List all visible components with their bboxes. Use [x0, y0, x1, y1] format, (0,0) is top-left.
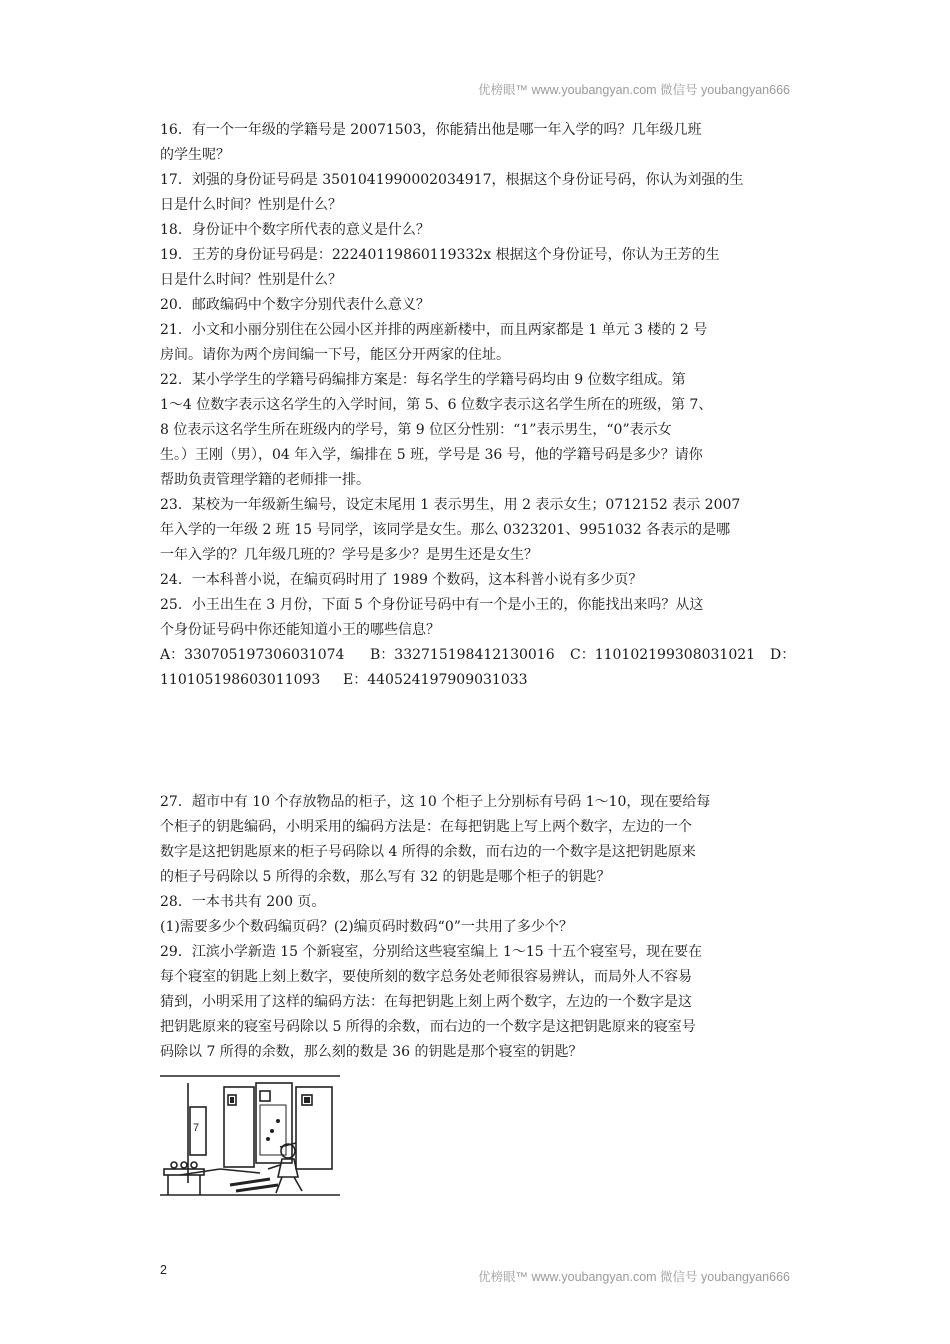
id-options-line-1: [160, 643, 800, 668]
id-options-line-2: [160, 668, 800, 693]
option-b: B：332715198412130016: [370, 647, 555, 663]
text-line: 24．一本科普小说，在编页码时用了 1989 个数码，这本科普小说有多少页？: [160, 572, 643, 588]
text-line: 每个寝室的钥匙上刻上数字，要使所刻的数字总务处老师很容易辨认，而局外人不容易: [160, 969, 692, 985]
text-line: 生。）王刚（男），04 年入学，编排在 5 班，学号是 36 号，他的学籍号码是多少？请你: [160, 447, 703, 463]
door-number-label: 7: [193, 1122, 200, 1134]
text-line: 个身份证号码中你还能知道小王的哪些信息？: [160, 622, 440, 638]
text-line: 18．身份证中个数字所代表的意义是什么？: [160, 222, 430, 238]
text-line: 27．超市中有 10 个存放物品的柜子，这 10 个柜子上分别标有号码 1～10，现在要给每: [160, 794, 711, 810]
questions-16-25: [160, 118, 800, 693]
text-line: 猜到，小明采用了这样的编码方法：在每把钥匙上刻上两个数字，左边的一个数字是这: [160, 994, 692, 1010]
text-line: 日是什么时间？性别是什么？: [160, 272, 342, 288]
text-line: 28．一本书共有 200 页。: [160, 894, 326, 910]
text-line: 数字是这把钥匙原来的柜子号码除以 4 所得的余数，而右边的一个数字是这把钥匙原来: [160, 844, 696, 860]
text-line: 房间。请你为两个房间编一下号，能区分开两家的住址。: [160, 347, 510, 363]
text-line: (1)需要多少个数码编页码？(2)编页码时数码“0”一共用了多少个？: [160, 919, 573, 935]
page-number: 2: [160, 1263, 167, 1277]
option-a: A：330705197306031074: [160, 647, 345, 663]
text-line: 年入学的一年级 2 班 15 号同学，该同学是女生。那么 0323201、9951032 各表示的是哪: [160, 522, 731, 538]
text-line: 23．某校为一年级新生编号，设定末尾用 1 表示男生，用 2 表示女生；0712152 表示 2007: [160, 497, 741, 513]
option-c: C：110102199308031021: [570, 647, 756, 663]
text-line: 17．刘强的身份证号码是 3501041990002034917，根据这个身份证号码，你认为刘强的生: [160, 172, 744, 188]
text-line: 20．邮政编码中个数字分别代表什么意义？: [160, 297, 430, 313]
text-line: 个柜子的钥匙编码，小明采用的编码方法是：在每把钥匙上写上两个数字，左边的一个: [160, 819, 692, 835]
text-line: 29．江滨小学新造 15 个新寝室，分别给这些寝室编上 1～15 十五个寝室号，现在要在: [160, 944, 703, 960]
text-line: 的柜子号码除以 5 所得的余数，那么写有 32 的钥匙是哪个柜子的钥匙？: [160, 869, 611, 885]
text-line: 一年入学的？几年级几班的？学号是多少？是男生还是女生？: [160, 547, 538, 563]
text-line: 的学生呢？: [160, 147, 230, 163]
option-d-label: D：: [770, 647, 796, 663]
text-line: 21．小文和小丽分别住在公园小区并排的两座新楼中，而且两家都是 1 单元 3 楼的 2 号: [160, 322, 708, 338]
text-line: 8 位表示这名学生所在班级内的学号，第 9 位区分性别：“1”表示男生，“0”表示女: [160, 422, 672, 438]
text-line: 22．某小学学生的学籍号码编排方案是：每名学生的学籍号码均由 9 位数字组成。第: [160, 372, 686, 388]
text-line: 19．王芳的身份证号码是：22240119860119332x 根据这个身份证号，你认为王芳的生: [160, 247, 720, 263]
text-line: 把钥匙原来的寝室号码除以 5 所得的余数，而右边的一个数字是这把钥匙原来的寝室号: [160, 1019, 696, 1035]
option-e: E：440524197909031033: [343, 672, 528, 688]
questions-27-29: [160, 790, 800, 1065]
text-line: 日是什么时间？性别是什么？: [160, 197, 342, 213]
hallway-doors-illustration: [160, 1073, 340, 1201]
text-line: 16．有一个一年级的学籍号是 20071503，你能猜出他是哪一年入学的吗？几年级几班: [160, 122, 702, 138]
header-watermark: 优榜眼™ www.youbangyan.com 微信号 youbangyan666: [478, 83, 790, 97]
text-line: 1～4 位数字表示这名学生的入学时间，第 5、6 位数字表示这名学生所在的班级，第 7、: [160, 397, 713, 413]
text-line: 码除以 7 所得的余数，那么刻的数是 36 的钥匙是那个寝室的钥匙？: [160, 1044, 583, 1060]
footer-watermark: 优榜眼™ www.youbangyan.com 微信号 youbangyan666: [478, 1270, 790, 1284]
text-line: 帮助负责管理学籍的老师排一排。: [160, 472, 370, 488]
text-line: 25．小王出生在 3 月份，下面 5 个身份证号码中有一个是小王的，你能找出来吗？从这: [160, 597, 704, 613]
option-d-value: 110105198603011093: [160, 672, 321, 688]
